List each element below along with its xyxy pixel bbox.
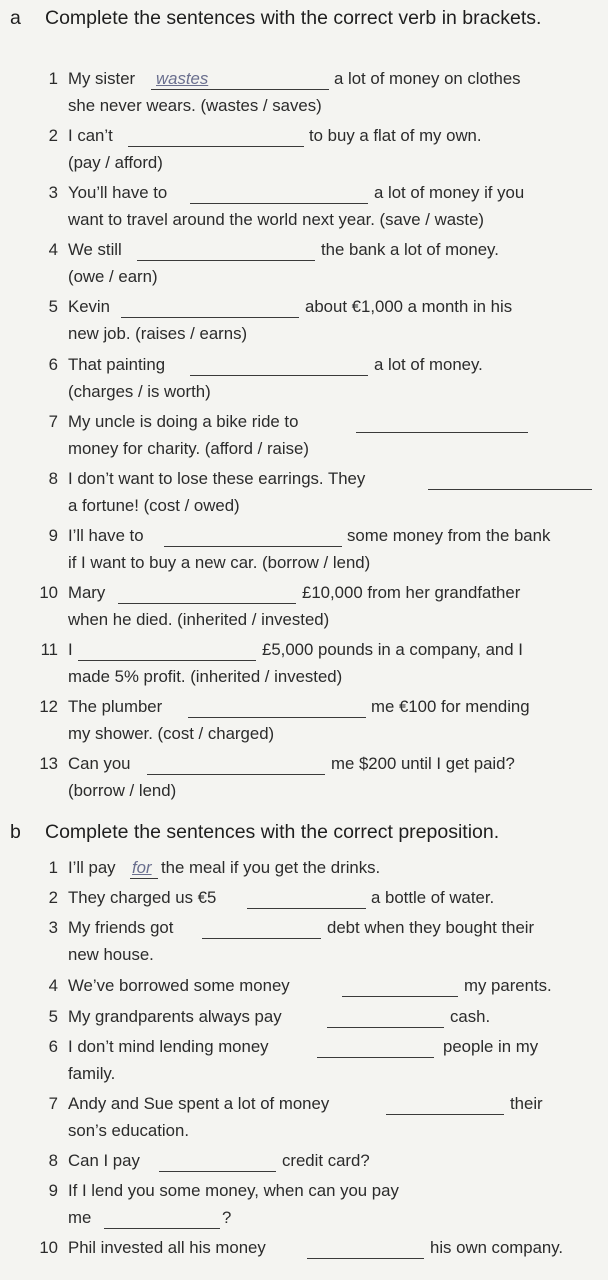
section-a-letter: a [10,7,21,29]
item-text: money for charity. (afford / raise) [68,439,309,458]
answer-blank[interactable] [128,126,304,147]
item-text: £5,000 pounds in a company, and I [262,640,523,659]
item-text: my parents. [464,976,552,995]
exercise-a-item [0,583,608,603]
item-number: 11 [40,640,58,659]
item-text: to buy a flat of my own. [309,126,482,145]
item-number: 3 [48,183,58,202]
exercise-a-item-line2 [0,496,608,516]
exercise-b-item [0,976,608,996]
item-number: 12 [39,697,58,716]
answer-blank[interactable] [342,976,458,997]
item-text: some money from the bank [347,526,551,545]
item-text: Can I pay [68,1151,140,1170]
section-b-letter: b [10,821,21,843]
answer-blank[interactable] [164,526,342,547]
item-number: 6 [48,1037,58,1056]
item-text: My sister [68,69,136,88]
item-text: Mary [68,583,106,602]
exercise-a-item [0,126,608,146]
item-text: The plumber [68,697,163,716]
exercise-a-item-line2 [0,153,608,173]
item-number: 2 [48,126,58,145]
exercise-a-item [0,526,608,546]
exercise-b-item [0,1151,608,1171]
item-text: We still [68,240,122,259]
item-text: My grandparents always pay [68,1007,282,1026]
item-text: want to travel around the world next year. (save / waste) [68,210,485,229]
exercise-a-item [0,355,608,375]
answer-blank[interactable] [137,240,315,261]
answer-blank[interactable] [317,1037,434,1058]
exercise-a-item [0,240,608,260]
item-text: (borrow / lend) [68,781,177,800]
item-text: They charged us €5 [68,888,217,907]
item-text: My friends got [68,918,174,937]
item-text: a lot of money on clothes [334,69,521,88]
exercise-b-item-line2 [0,1121,608,1141]
exercise-a-item-line2 [0,439,608,459]
answer-blank[interactable] [190,355,368,376]
exercise-b-item [0,1238,608,1258]
item-text: me $200 until I get paid? [331,754,515,773]
answer-blank[interactable] [356,412,528,433]
item-text: I’ll pay [68,858,116,877]
answer-blank[interactable] [428,469,592,490]
item-number: 1 [48,69,58,88]
item-number: 9 [48,1181,58,1200]
exercise-a-item [0,183,608,203]
item-text: credit card? [282,1151,370,1170]
answer-blank[interactable] [190,183,368,204]
exercise-b-item [0,1181,608,1201]
item-text: she never wears. (wastes / saves) [68,96,322,115]
exercise-a-item-line2 [0,382,608,402]
example-answer: wastes [156,69,209,88]
item-text: Can you [68,754,131,773]
answer-blank[interactable] [202,918,321,939]
item-text: I [68,640,73,659]
example-answer: for [132,858,152,877]
item-number: 7 [48,412,58,431]
item-number: 4 [48,976,58,995]
item-text: £10,000 from her grandfather [302,583,521,602]
answer-blank[interactable] [247,888,366,909]
exercise-a-item [0,69,608,89]
item-text: new house. [68,945,154,964]
item-number: 4 [48,240,58,259]
exercise-a-item-line2 [0,610,608,630]
exercise-a-item-line2 [0,553,608,573]
answer-blank[interactable] [118,583,296,604]
item-text: new job. (raises / earns) [68,324,248,343]
item-text: If I lend you some money, when can you pay [68,1181,399,1200]
item-text: a lot of money. [374,355,483,374]
exercise-b-item [0,1007,608,1027]
item-text: (pay / afford) [68,153,163,172]
item-number: 8 [48,1151,58,1170]
exercise-a-item [0,469,608,489]
item-text: Andy and Sue spent a lot of money [68,1094,330,1113]
section-a-instruction: Complete the sentences with the correct verb in brackets. [45,7,542,29]
answer-blank[interactable] [121,297,299,318]
exercise-a-item [0,754,608,774]
exercise-a-item-line2 [0,724,608,744]
item-number: 1 [48,858,58,877]
item-text: That painting [68,355,166,374]
item-text: I don’t want to lose these earrings. They [68,469,366,488]
item-number: 5 [48,1007,58,1026]
item-number: 7 [48,1094,58,1113]
item-text: I don’t mind lending money [68,1037,269,1056]
item-text: family. [68,1064,116,1083]
exercise-b-item [0,888,608,908]
item-text: We’ve borrowed some money [68,976,290,995]
item-text: me €100 for mending [371,697,530,716]
item-number: 10 [39,1238,58,1257]
item-text: people in my [443,1037,539,1056]
item-text: me [68,1208,92,1227]
item-number: 3 [48,918,58,937]
item-text: I can’t [68,126,113,145]
item-number: 6 [48,355,58,374]
answer-blank[interactable] [104,1208,220,1229]
item-number: 5 [48,297,58,316]
item-text: (charges / is worth) [68,382,211,401]
exercise-b-item-line2 [0,945,608,965]
exercise-a-item-line2 [0,781,608,801]
item-text: his own company. [430,1238,564,1257]
exercise-b-item [0,1094,608,1114]
item-text: their [510,1094,543,1113]
exercise-a-item [0,640,608,660]
item-text: Kevin [68,297,110,316]
exercise-a-item [0,412,608,432]
item-text: the meal if you get the drinks. [161,858,381,877]
item-text: son’s education. [68,1121,189,1140]
exercise-a-item-line2 [0,667,608,687]
item-text: ? [222,1208,232,1227]
item-text: made 5% profit. (inherited / invested) [68,667,343,686]
item-text: My uncle is doing a bike ride to [68,412,299,431]
item-number: 8 [48,469,58,488]
answer-blank[interactable] [327,1007,444,1028]
exercise-b-item-line2 [0,1208,608,1228]
answer-blank[interactable] [386,1094,504,1115]
item-text: a fortune! (cost / owed) [68,496,240,515]
item-text: You’ll have to [68,183,168,202]
exercise-a-item-line2 [0,324,608,344]
exercise-a-item-line2 [0,96,608,116]
item-text: when he died. (inherited / invested) [68,610,330,629]
answer-blank[interactable] [307,1238,424,1259]
item-text: the bank a lot of money. [321,240,499,259]
item-text: I’ll have to [68,526,144,545]
item-text: a bottle of water. [371,888,495,907]
item-number: 13 [39,754,58,773]
exercise-a-item [0,297,608,317]
item-number: 10 [39,583,58,602]
exercise-b-item-line2 [0,1064,608,1084]
item-number: 9 [48,526,58,545]
answer-blank[interactable] [188,697,366,718]
item-number: 2 [48,888,58,907]
item-text: about €1,000 a month in his [305,297,513,316]
answer-blank[interactable] [147,754,325,775]
item-text: if I want to buy a new car. (borrow / lend) [68,553,371,572]
exercise-b-item [0,858,608,878]
exercise-a-item-line2 [0,210,608,230]
exercise-b-item [0,918,608,938]
item-text: cash. [450,1007,491,1026]
exercise-a-item [0,697,608,717]
answer-blank[interactable] [159,1151,276,1172]
exercise-b-item [0,1037,608,1057]
item-text: (owe / earn) [68,267,158,286]
exercise-a-item-line2 [0,267,608,287]
item-text: a lot of money if you [374,183,525,202]
item-text: Phil invested all his money [68,1238,266,1257]
item-text: debt when they bought their [327,918,535,937]
answer-blank[interactable] [78,640,256,661]
item-text: my shower. (cost / charged) [68,724,275,743]
section-b-instruction: Complete the sentences with the correct preposition. [45,821,500,843]
